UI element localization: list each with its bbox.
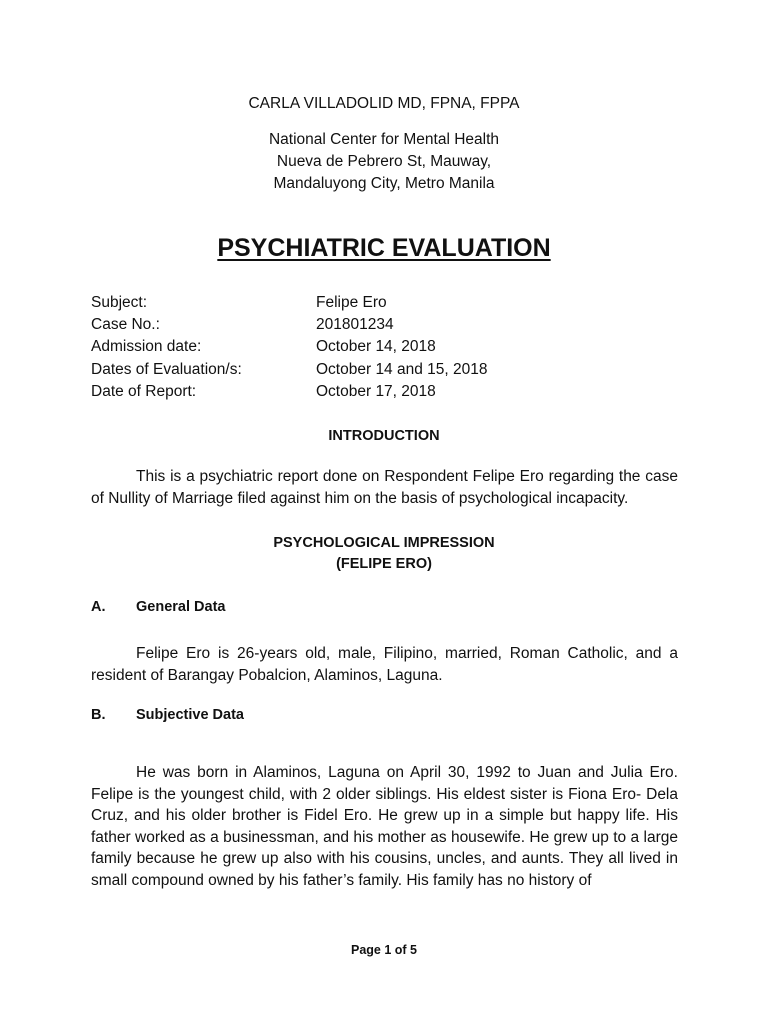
info-value: October 14, 2018	[316, 338, 436, 356]
info-row	[91, 314, 488, 336]
page-number: Page 1 of 5	[351, 943, 417, 957]
info-label: Case No.:	[91, 316, 160, 334]
impression-heading-subject: (FELIPE ERO)	[336, 556, 432, 572]
info-row	[91, 336, 488, 358]
subjective-data-paragraph: He was born in Alaminos, Laguna on April 30, 1992 to Juan and Julia Ero. Felipe is the youngest child, with 2 older siblings. His eldest sister is Fiona Ero- Dela Cruz, and his older brother is Fidel Ero. He grew up in a simple but happy life. His father worked as a businessman, and his mother as housewife. He grew up to a large family because he grew up also with his cousins, uncles, and aunts. They all lived in small compound owned by his father’s family. His family has no history of	[91, 764, 678, 889]
document-title: PSYCHIATRIC EVALUATION	[217, 234, 551, 262]
info-value: 201801234	[316, 316, 394, 334]
info-value: Felipe Ero	[316, 294, 387, 311]
section-letter: A.	[91, 599, 106, 615]
introduction-paragraph: This is a psychiatric report done on Respondent Felipe Ero regarding the case of Nullity of Marriage filed against him on the basis of psychological incapacity.	[91, 468, 678, 507]
info-row	[91, 381, 488, 403]
address-block	[0, 129, 768, 195]
impression-heading	[0, 533, 768, 575]
author-name: CARLA VILLADOLID MD, FPNA, FPPA	[248, 95, 520, 112]
impression-heading-line: PSYCHOLOGICAL IMPRESSION	[273, 535, 495, 551]
section-letter: B.	[91, 707, 106, 723]
section-title: General Data	[136, 599, 226, 615]
general-data-paragraph: Felipe Ero is 26-years old, male, Filipino, married, Roman Catholic, and a resident of Barangay Pobalcion, Alaminos, Laguna.	[91, 645, 678, 684]
address-line: Mandaluyong City, Metro Manila	[273, 175, 495, 192]
info-label: Date of Report:	[91, 382, 197, 400]
info-row	[91, 359, 488, 381]
info-label: Subject:	[91, 294, 148, 311]
introduction-heading: INTRODUCTION	[328, 428, 440, 444]
section-a-heading	[91, 599, 225, 615]
address-line: National Center for Mental Health	[268, 131, 500, 148]
case-info-table	[91, 292, 488, 403]
section-b-heading	[91, 707, 244, 723]
info-row	[91, 292, 488, 314]
address-line: Nueva de Pebrero St, Mauway,	[276, 153, 492, 170]
info-value: October 14 and 15, 2018	[316, 360, 488, 378]
info-label: Dates of Evaluation/s:	[91, 360, 242, 378]
section-title: Subjective Data	[136, 707, 244, 723]
info-value: October 17, 2018	[316, 382, 436, 400]
info-label: Admission date:	[91, 338, 202, 356]
